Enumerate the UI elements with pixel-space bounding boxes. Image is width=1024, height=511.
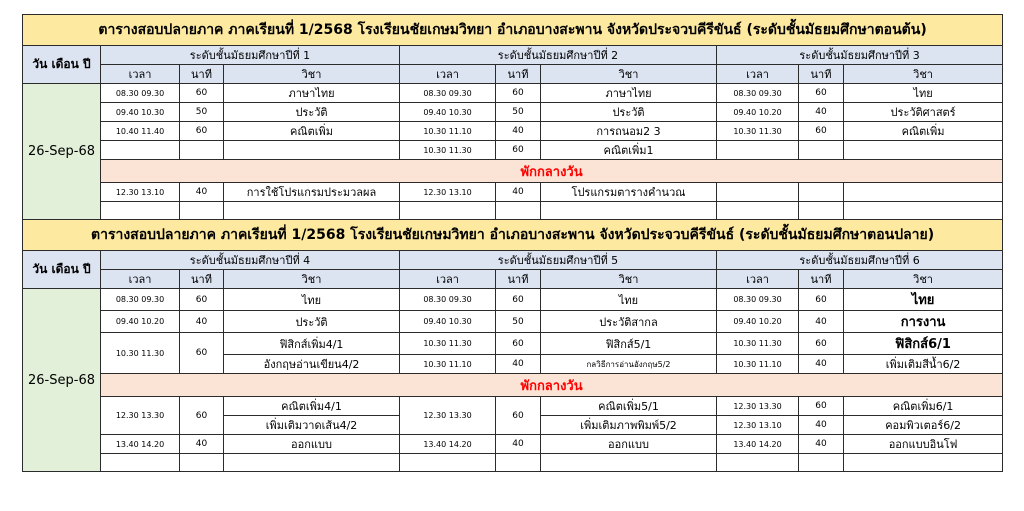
- table-row: [23, 141, 1003, 160]
- minutes-cell: [799, 183, 844, 202]
- col-minutes: นาที: [180, 270, 224, 289]
- minutes-cell: 60: [496, 289, 541, 311]
- time-cell: [717, 183, 799, 202]
- empty-cell: [400, 454, 496, 472]
- time-cell: 12.30 13.10: [101, 183, 180, 202]
- table-row: [23, 183, 1003, 202]
- minutes-cell: 60: [799, 84, 844, 103]
- col-time: เวลา: [101, 65, 180, 84]
- minutes-cell: 60: [180, 84, 224, 103]
- minutes-cell: 60: [799, 333, 844, 355]
- table-row: [23, 202, 1003, 220]
- time-cell: 10.30 11.10: [717, 355, 799, 374]
- col-time: เวลา: [400, 270, 496, 289]
- col-minutes: นาที: [799, 65, 844, 84]
- subject-cell: ภาษาไทย: [541, 84, 717, 103]
- empty-cell: [717, 454, 799, 472]
- subject-cell: ออกแบบ: [541, 435, 717, 454]
- minutes-cell: 60: [180, 397, 224, 435]
- time-cell: 10.30 11.30: [717, 333, 799, 355]
- subject-cell: ไทย: [844, 84, 1003, 103]
- subject-cell: [224, 202, 400, 220]
- subject-cell: คณิตเพิ่ม1: [541, 141, 717, 160]
- time-cell: 10.30 11.10: [400, 355, 496, 374]
- col-subject: วิชา: [224, 270, 400, 289]
- subject-cell: ฟิสิกส์6/1: [844, 333, 1003, 355]
- empty-cell: [844, 454, 1003, 472]
- time-cell: 09.40 10.20: [101, 311, 180, 333]
- subject-cell: กลวิธีการอ่านอังกฤษ5/2: [541, 355, 717, 374]
- col-subject: วิชา: [224, 65, 400, 84]
- minutes-cell: 60: [180, 289, 224, 311]
- subject-cell: อังกฤษอ่านเขียน4/2: [224, 355, 400, 374]
- minutes-cell: 60: [496, 397, 541, 435]
- col-time: เวลา: [717, 270, 799, 289]
- subject-cell: คณิตเพิ่ม5/1: [541, 397, 717, 416]
- subject-cell: คณิตเพิ่ม: [844, 122, 1003, 141]
- time-cell: 09.40 10.30: [400, 103, 496, 122]
- time-cell: 10.40 11.40: [101, 122, 180, 141]
- subject-cell: ฟิสิกส์เพิ่ม4/1: [224, 333, 400, 355]
- subject-cell: เพิ่มเติมภาพพิมพ์5/2: [541, 416, 717, 435]
- time-cell: 08.30 09.30: [717, 289, 799, 311]
- minutes-cell: 50: [496, 311, 541, 333]
- table-row: [23, 311, 1003, 333]
- time-cell: [717, 141, 799, 160]
- minutes-cell: 60: [799, 289, 844, 311]
- subject-cell: ออกแบบอินโฟ: [844, 435, 1003, 454]
- table-row: [23, 103, 1003, 122]
- day-label: วัน เดือน ปี: [23, 46, 101, 84]
- time-cell: 13.40 14.20: [400, 435, 496, 454]
- subject-cell: ไทย: [541, 289, 717, 311]
- subject-cell: ประวัติศาสตร์: [844, 103, 1003, 122]
- minutes-cell: 40: [180, 435, 224, 454]
- subject-cell: ประวัติ: [541, 103, 717, 122]
- table-row: [23, 454, 1003, 472]
- minutes-cell: 40: [180, 183, 224, 202]
- schedule-table: [22, 14, 1003, 472]
- empty-cell: [180, 454, 224, 472]
- subject-cell: ภาษาไทย: [224, 84, 400, 103]
- subject-cell: [844, 141, 1003, 160]
- time-cell: 08.30 09.30: [101, 289, 180, 311]
- col-time: เวลา: [717, 65, 799, 84]
- minutes-cell: 40: [180, 311, 224, 333]
- time-cell: 08.30 09.30: [101, 84, 180, 103]
- col-subject: วิชา: [844, 65, 1003, 84]
- time-cell: 09.40 10.30: [101, 103, 180, 122]
- subject-cell: ประวัติสากล: [541, 311, 717, 333]
- minutes-cell: 40: [496, 355, 541, 374]
- col-minutes: นาที: [496, 65, 541, 84]
- subject-cell: เพิ่มเติมสีน้ำ6/2: [844, 355, 1003, 374]
- subject-cell: ไทย: [844, 289, 1003, 311]
- minutes-cell: 60: [496, 141, 541, 160]
- subject-cell: การงาน: [844, 311, 1003, 333]
- subject-cell: [224, 141, 400, 160]
- subject-cell: [844, 202, 1003, 220]
- minutes-cell: 40: [496, 122, 541, 141]
- empty-cell: [101, 454, 180, 472]
- time-cell: 10.30 11.30: [717, 122, 799, 141]
- col-subject: วิชา: [541, 270, 717, 289]
- minutes-cell: 40: [799, 311, 844, 333]
- col-subject: วิชา: [844, 270, 1003, 289]
- minutes-cell: 40: [496, 435, 541, 454]
- table-row: [23, 333, 1003, 355]
- col-time: เวลา: [101, 270, 180, 289]
- level-header: ระดับชั้นมัธยมศึกษาปีที่ 4: [101, 251, 400, 270]
- time-cell: 10.30 11.30: [101, 333, 180, 374]
- time-cell: 12.30 13.10: [400, 183, 496, 202]
- minutes-cell: 40: [799, 103, 844, 122]
- minutes-cell: 60: [496, 333, 541, 355]
- exam-date: 26-Sep-68: [23, 289, 101, 472]
- time-cell: 10.30 11.30: [400, 141, 496, 160]
- subject-cell: คณิตเพิ่ม4/1: [224, 397, 400, 416]
- table-row: [23, 397, 1003, 416]
- empty-cell: [799, 454, 844, 472]
- minutes-cell: [799, 141, 844, 160]
- level-header: ระดับชั้นมัธยมศึกษาปีที่ 2: [400, 46, 717, 65]
- day-label: วัน เดือน ปี: [23, 251, 101, 289]
- time-cell: [717, 202, 799, 220]
- table-row: [23, 289, 1003, 311]
- subject-cell: คอมพิวเตอร์6/2: [844, 416, 1003, 435]
- minutes-cell: 60: [496, 84, 541, 103]
- col-minutes: นาที: [180, 65, 224, 84]
- subject-cell: การถนอม2 3: [541, 122, 717, 141]
- time-cell: [101, 202, 180, 220]
- minutes-cell: 60: [180, 122, 224, 141]
- subject-cell: โปรแกรมตารางคำนวณ: [541, 183, 717, 202]
- exam-schedule: [22, 14, 1002, 472]
- empty-cell: [224, 454, 400, 472]
- table-row: [23, 84, 1003, 103]
- subject-cell: ออกแบบ: [224, 435, 400, 454]
- minutes-cell: 60: [799, 397, 844, 416]
- subject-cell: การใช้โปรแกรมประมวลผล: [224, 183, 400, 202]
- minutes-cell: 50: [496, 103, 541, 122]
- col-minutes: นาที: [496, 270, 541, 289]
- subject-cell: คณิตเพิ่ม: [224, 122, 400, 141]
- time-cell: [400, 202, 496, 220]
- minutes-cell: [496, 202, 541, 220]
- minutes-cell: 40: [496, 183, 541, 202]
- col-time: เวลา: [400, 65, 496, 84]
- empty-cell: [496, 454, 541, 472]
- time-cell: 12.30 13.30: [717, 397, 799, 416]
- time-cell: 08.30 09.30: [400, 289, 496, 311]
- level-header: ระดับชั้นมัธยมศึกษาปีที่ 6: [717, 251, 1003, 270]
- time-cell: [101, 141, 180, 160]
- exam-date: 26-Sep-68: [23, 84, 101, 220]
- time-cell: 08.30 09.30: [400, 84, 496, 103]
- time-cell: 10.30 11.10: [400, 122, 496, 141]
- time-cell: 08.30 09.30: [717, 84, 799, 103]
- section2-title: ตารางสอบปลายภาค ภาคเรียนที่ 1/2568 โรงเรียนชัยเกษมวิทยา อำเภอบางสะพาน จังหวัดประจวบคีรีขันธ์ (ระดับชั้นมัธยมศึกษาตอนปลาย): [23, 220, 1003, 251]
- minutes-cell: 40: [799, 416, 844, 435]
- col-subject: วิชา: [541, 65, 717, 84]
- time-cell: 12.30 13.30: [400, 397, 496, 435]
- empty-cell: [541, 454, 717, 472]
- table-row: [23, 122, 1003, 141]
- lunch-break: พักกลางวัน: [101, 160, 1003, 183]
- level-header: ระดับชั้นมัธยมศึกษาปีที่ 5: [400, 251, 717, 270]
- subject-cell: [541, 202, 717, 220]
- subject-cell: [844, 183, 1003, 202]
- minutes-cell: [180, 202, 224, 220]
- section1-title: ตารางสอบปลายภาค ภาคเรียนที่ 1/2568 โรงเรียนชัยเกษมวิทยา อำเภอบางสะพาน จังหวัดประจวบคีรีขันธ์ (ระดับชั้นมัธยมศึกษาตอนต้น): [23, 15, 1003, 46]
- level-header: ระดับชั้นมัธยมศึกษาปีที่ 1: [101, 46, 400, 65]
- time-cell: 09.40 10.30: [400, 311, 496, 333]
- time-cell: 10.30 11.30: [400, 333, 496, 355]
- subject-cell: ไทย: [224, 289, 400, 311]
- time-cell: 09.40 10.20: [717, 103, 799, 122]
- time-cell: 12.30 13.30: [101, 397, 180, 435]
- time-cell: 09.40 10.20: [717, 311, 799, 333]
- subject-cell: ฟิสิกส์5/1: [541, 333, 717, 355]
- minutes-cell: [180, 141, 224, 160]
- minutes-cell: 40: [799, 355, 844, 374]
- minutes-cell: 60: [799, 122, 844, 141]
- minutes-cell: 60: [180, 333, 224, 374]
- level-header: ระดับชั้นมัธยมศึกษาปีที่ 3: [717, 46, 1003, 65]
- lunch-break: พักกลางวัน: [101, 374, 1003, 397]
- time-cell: 13.40 14.20: [717, 435, 799, 454]
- subject-cell: ประวัติ: [224, 103, 400, 122]
- subject-cell: ประวัติ: [224, 311, 400, 333]
- col-minutes: นาที: [799, 270, 844, 289]
- time-cell: 12.30 13.10: [717, 416, 799, 435]
- subject-cell: เพิ่มเติมวาดเส้น4/2: [224, 416, 400, 435]
- minutes-cell: 50: [180, 103, 224, 122]
- time-cell: 13.40 14.20: [101, 435, 180, 454]
- minutes-cell: [799, 202, 844, 220]
- minutes-cell: 40: [799, 435, 844, 454]
- table-row: [23, 435, 1003, 454]
- subject-cell: คณิตเพิ่ม6/1: [844, 397, 1003, 416]
